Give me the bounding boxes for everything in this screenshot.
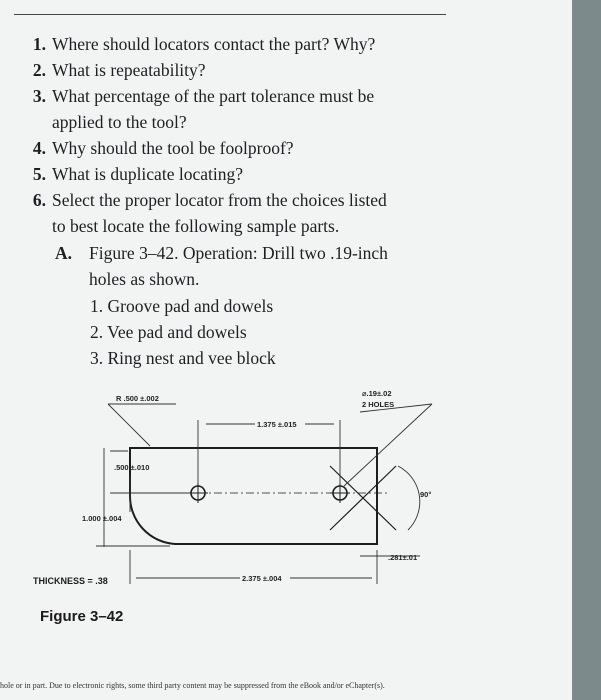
small-dimension: .500 ±.010 <box>114 463 150 472</box>
choice-3: 3. Ring nest and vee block <box>90 348 276 368</box>
edge-dimension: .281±.01 <box>388 553 418 562</box>
holes-dimension: ⌀.19±.02 <box>362 389 392 398</box>
holes-count: 2 HOLES <box>362 400 395 409</box>
height-dimension: 1.000 ±.004 <box>82 514 122 523</box>
angle-dimension: 90° <box>420 490 432 499</box>
radius-dimension: R .500 ±.002 <box>116 394 159 403</box>
base-dimension: 2.375 ±.004 <box>242 574 282 583</box>
copyright-footer: hole or in part. Due to electronic rights, some third party content may be suppressed from the eBook and/or eChapter(s). <box>0 681 385 690</box>
page-edge-shadow <box>572 0 601 700</box>
choice-2: 2. Vee pad and dowels <box>90 322 247 342</box>
thickness-label: THICKNESS = .38 <box>33 576 108 586</box>
top-rule <box>14 14 446 15</box>
figure-caption: Figure 3–42 <box>40 608 124 625</box>
choice-1: 1. Groove pad and dowels <box>90 296 274 316</box>
length-dimension: 1.375 ±.015 <box>257 420 297 429</box>
